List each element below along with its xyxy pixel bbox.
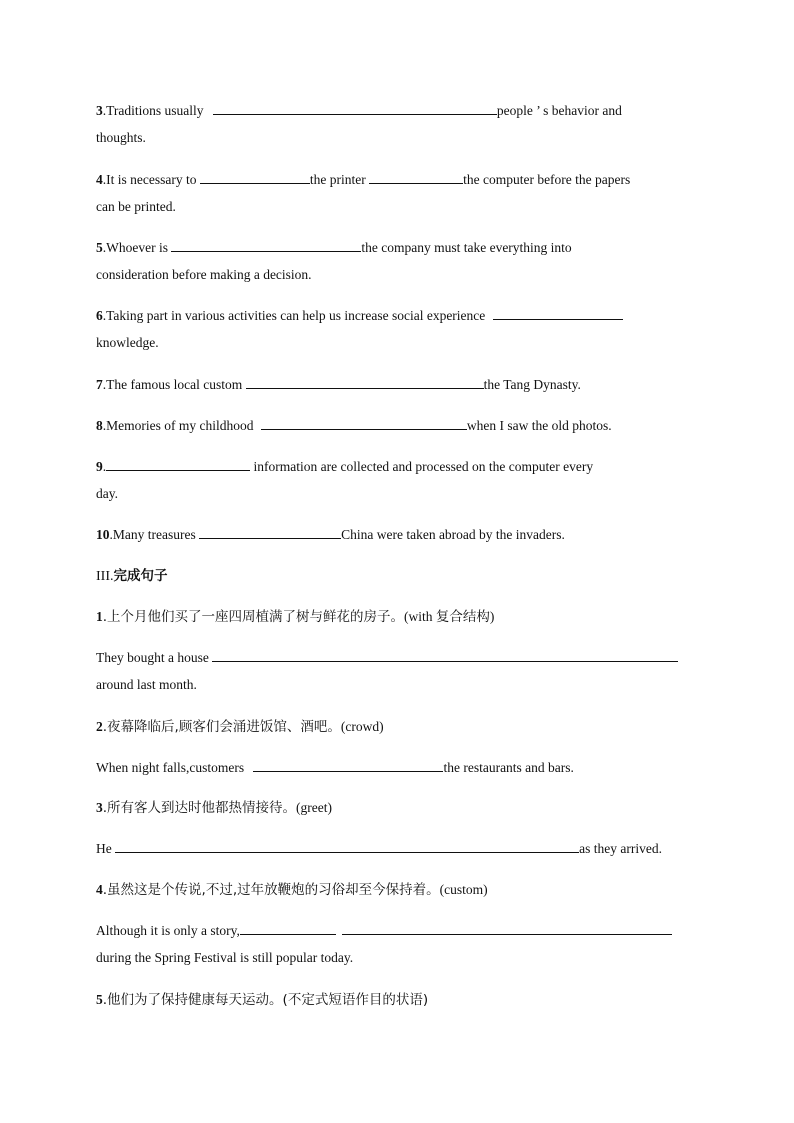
item-number: 7 bbox=[96, 377, 103, 392]
translation-item-4 bbox=[96, 876, 698, 904]
translation-answer-1 bbox=[96, 644, 698, 698]
item-text: the company must take everything into bbox=[361, 240, 572, 255]
exercise-item-8 bbox=[96, 412, 698, 439]
answer-blank[interactable] bbox=[212, 649, 678, 662]
item-number: 5 bbox=[96, 992, 103, 1007]
chinese-prompt: .虽然这是个传说,不过,过年放鞭炮的习俗却至今保持着。 bbox=[102, 882, 440, 898]
grammar-hint: (custom) bbox=[439, 882, 488, 897]
item-text: the printer bbox=[309, 172, 370, 187]
answer-blank[interactable] bbox=[171, 239, 361, 252]
worksheet-page bbox=[96, 0, 698, 1123]
grammar-hint: (不定式短语作目的状语) bbox=[282, 992, 429, 1008]
item-text: .Whoever is bbox=[102, 240, 172, 255]
item-text: the Tang Dynasty. bbox=[483, 377, 581, 392]
item-number: 4 bbox=[96, 172, 103, 187]
chinese-prompt: .夜幕降临后,顾客们会涌进饭馆、酒吧。 bbox=[102, 719, 341, 735]
exercise-item-5 bbox=[96, 234, 698, 288]
item-text: .It is necessary to bbox=[102, 172, 200, 187]
item-number: 3 bbox=[96, 800, 103, 815]
answer-blank[interactable] bbox=[369, 171, 463, 184]
exercise-item-4 bbox=[96, 166, 698, 220]
answer-text: Although it is only a story, bbox=[96, 923, 240, 938]
item-text: .Memories of my childhood bbox=[102, 418, 257, 433]
answer-text: the restaurants and bars. bbox=[443, 760, 574, 775]
answer-text: They bought a house bbox=[96, 650, 213, 665]
item-text: China were taken abroad by the invaders. bbox=[341, 527, 565, 542]
item-text: .Taking part in various activities can help us increase social experience bbox=[102, 308, 489, 323]
grammar-hint: (crowd) bbox=[340, 719, 384, 734]
item-number: 2 bbox=[96, 719, 103, 734]
translation-answer-3 bbox=[96, 835, 698, 862]
item-text: information are collected and processed on the computer every bbox=[250, 459, 594, 474]
exercise-item-3 bbox=[96, 97, 698, 151]
exercise-item-9 bbox=[96, 453, 698, 507]
item-text: .The famous local custom bbox=[102, 377, 246, 392]
item-text: knowledge. bbox=[96, 335, 159, 350]
item-number: 1 bbox=[96, 609, 103, 624]
section-heading bbox=[96, 566, 168, 587]
answer-blank[interactable] bbox=[261, 417, 467, 430]
answer-blank[interactable] bbox=[106, 458, 250, 471]
item-text: can be printed. bbox=[96, 199, 176, 214]
item-number: 9 bbox=[96, 459, 103, 474]
item-text: .Many treasures bbox=[109, 527, 200, 542]
item-text: the computer before the papers bbox=[463, 172, 631, 187]
answer-text: around last month. bbox=[96, 677, 197, 692]
grammar-hint: (with 复合结构) bbox=[404, 609, 495, 624]
translation-item-1 bbox=[96, 603, 698, 631]
answer-text: as they arrived. bbox=[579, 841, 662, 856]
chinese-prompt: .所有客人到达时他都热情接待。 bbox=[102, 800, 297, 816]
chinese-prompt: .上个月他们买了一座四周植满了树与鲜花的房子。 bbox=[102, 609, 405, 625]
item-text: people ’ s behavior and bbox=[496, 103, 622, 118]
section-title: 完成句子 bbox=[113, 568, 168, 584]
translation-item-2 bbox=[96, 713, 698, 741]
translation-answer-4 bbox=[96, 917, 698, 971]
answer-blank[interactable] bbox=[493, 307, 623, 320]
item-text: thoughts. bbox=[96, 130, 146, 145]
item-number: 5 bbox=[96, 240, 103, 255]
answer-blank[interactable] bbox=[200, 171, 310, 184]
item-text: consideration before making a decision. bbox=[96, 267, 312, 282]
item-number: 4 bbox=[96, 882, 103, 897]
item-text: day. bbox=[96, 486, 118, 501]
answer-blank[interactable] bbox=[246, 376, 484, 389]
answer-blank[interactable] bbox=[213, 102, 497, 115]
answer-blank[interactable] bbox=[240, 922, 336, 935]
answer-blank[interactable] bbox=[342, 922, 672, 935]
translation-item-5 bbox=[96, 986, 698, 1014]
answer-text: He bbox=[96, 841, 116, 856]
exercise-item-7 bbox=[96, 371, 698, 398]
translation-item-3 bbox=[96, 794, 698, 822]
answer-blank[interactable] bbox=[253, 759, 443, 772]
answer-blank[interactable] bbox=[199, 526, 341, 539]
item-text: .Traditions usually bbox=[102, 103, 207, 118]
exercise-item-10 bbox=[96, 521, 698, 548]
answer-text: When night falls,customers bbox=[96, 760, 248, 775]
chinese-prompt: .他们为了保持健康每天运动。 bbox=[102, 992, 283, 1008]
item-number: 6 bbox=[96, 308, 103, 323]
answer-text: during the Spring Festival is still popular today. bbox=[96, 950, 354, 965]
grammar-hint: (greet) bbox=[296, 800, 333, 815]
answer-blank[interactable] bbox=[115, 840, 579, 853]
item-number: 8 bbox=[96, 418, 103, 433]
item-number: 3 bbox=[96, 103, 103, 118]
translation-answer-2 bbox=[96, 754, 698, 781]
exercise-item-6 bbox=[96, 302, 698, 356]
section-roman: III. bbox=[96, 569, 114, 584]
item-text: . bbox=[102, 459, 107, 474]
item-number: 10 bbox=[96, 527, 110, 542]
item-text: when I saw the old photos. bbox=[466, 418, 612, 433]
